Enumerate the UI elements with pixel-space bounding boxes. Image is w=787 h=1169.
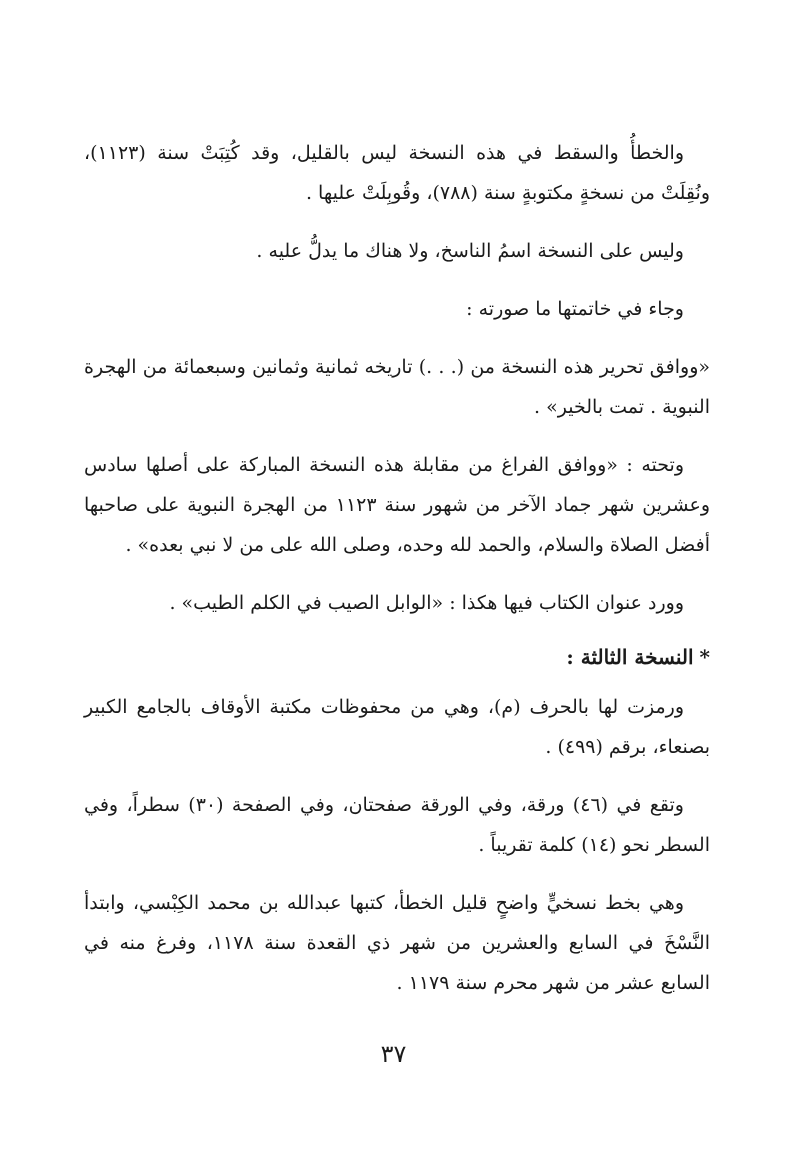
paragraph-colophon-quote: «ووافق تحرير هذه النسخة من (. . .) تاريخه ثمانية وثمانين وسبعمائة من الهجرة النبوية . تمت بالخير» . [84, 356, 710, 418]
section-heading-text: النسخة الثالثة : [566, 645, 694, 669]
paragraph-copyist: وليس على النسخة اسمُ الناسخ، ولا هناك ما يدلُّ عليه . [256, 240, 684, 262]
paragraph-colophon-intro: وجاء في خاتمتها ما صورته : [466, 298, 684, 320]
asterisk-icon: * [699, 645, 710, 669]
paragraph-book-title: وورد عنوان الكتاب فيها هكذا : «الوابل الصيب في الكلم الطيب» . [169, 592, 684, 614]
page-number: ٣٧ [380, 1040, 407, 1068]
section-heading [84, 637, 710, 677]
paragraph-collation-note: وتحته : «ووافق الفراغ من مقابلة هذه النسخة المباركة على أصلها سادس وعشرين شهر جماد الآخر من شهور سنة ١١٢٣ من الهجرة النبوية على صاحبها أفضل الصلاة والسلام، والحمد لله وحده، وصلى الله على من لا نبي بعده» . [84, 454, 710, 556]
paragraph-manuscript-size: وتقع في (٤٦) ورقة، وفي الورقة صفحتان، وفي الصفحة (٣٠) سطراً، وفي السطر نحو (١٤) كلمة تقريباً . [84, 794, 710, 856]
paragraph-errors: والخطأُ والسقط في هذه النسخة ليس بالقليل، وقد كُتِبَتْ سنة (١١٢٣)، ونُقِلَتْ من نسخةٍ مكتوبةٍ سنة (٧٨٨)، وقُوبِلَتْ عليها . [84, 142, 710, 204]
page-body-text [84, 133, 710, 1003]
paragraph-manuscript-scribe: وهي بخط نسخيٍّ واضحٍ قليل الخطأ، كتبها عبدالله بن محمد الكِبْسي، وابتدأ النَّسْخَ في السابع والعشرين من شهر ذي القعدة سنة ١١٧٨، وفرغ منه في السابع عشر من شهر محرم سنة ١١٧٩ . [84, 892, 710, 994]
paragraph-manuscript-symbol: ورمزت لها بالحرف (م)، وهي من محفوظات مكتبة الأوقاف بالجامع الكبير بصنعاء، برقم (٤٩٩) . [84, 696, 710, 758]
